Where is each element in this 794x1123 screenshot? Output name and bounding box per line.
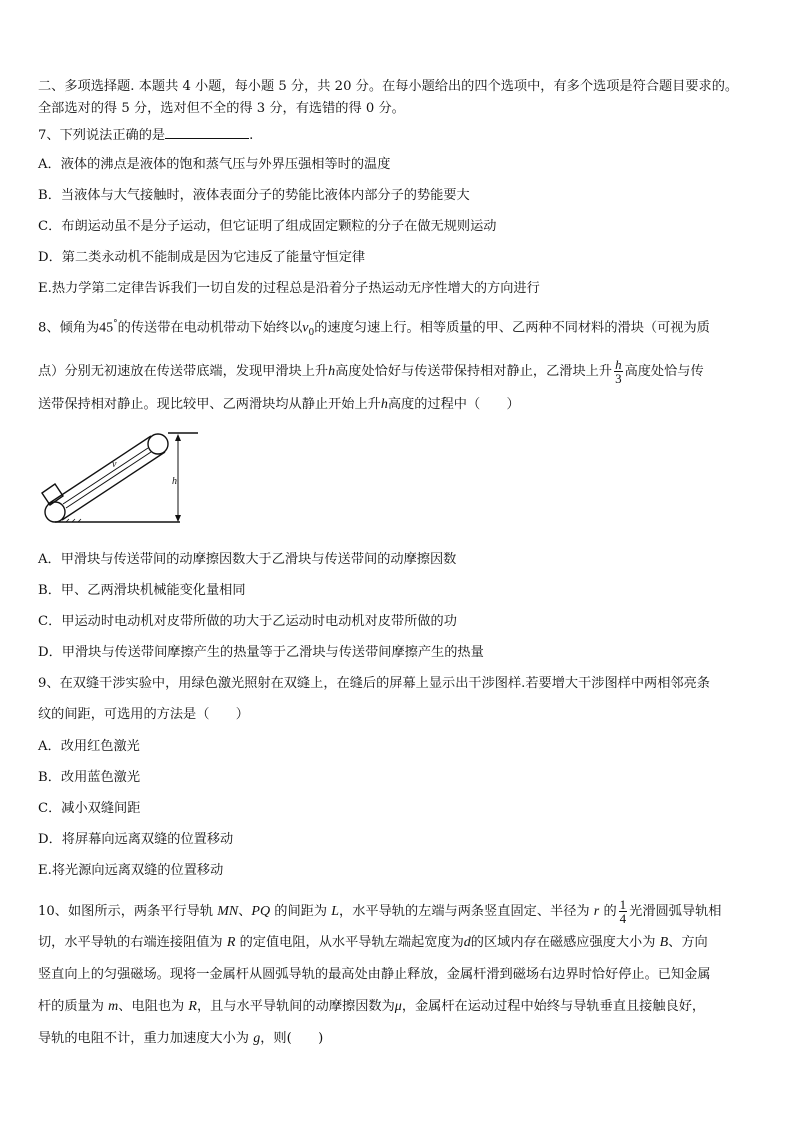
q10-text: 光滑圆弧导轨相 bbox=[629, 904, 722, 919]
q10-text: ，则( ) bbox=[260, 1031, 324, 1046]
q8-text: 送带保持相对静止。现比较甲、乙两滑块均从静止开始上升 bbox=[38, 397, 381, 412]
q10-stem-line-5 bbox=[38, 1030, 323, 1048]
q9-option-a: A．改用红色激光 bbox=[38, 739, 140, 754]
top-pulley bbox=[148, 434, 168, 454]
q10-rail-mn: MN bbox=[217, 904, 239, 919]
q9-option-b: B．改用蓝色激光 bbox=[38, 770, 141, 785]
q10-symbol-R: R bbox=[188, 999, 197, 1014]
q10-text: 的区域内存在磁感应强度大小为 bbox=[470, 935, 660, 950]
q8-stem-line-1 bbox=[38, 315, 710, 342]
q10-stem-line-3: 竖直向上的匀强磁场。现将一金属杆从圆弧导轨的最高处由静止释放，金属杆滑到磁场右边界时恰好停止。已知金属 bbox=[38, 967, 711, 982]
velocity-label: v bbox=[112, 459, 117, 470]
q8-text: 高度的过程中（ ） bbox=[387, 397, 520, 412]
q8-text: 8、倾角为 bbox=[38, 320, 100, 336]
q7-option-c: C．布朗运动虽不是分子运动，但它证明了组成固定颗粒的分子在做无规则运动 bbox=[38, 219, 497, 234]
q10-symbol-B: B bbox=[659, 935, 669, 950]
q7-option-a: A．液体的沸点是液体的饱和蒸气压与外界压强相等时的温度 bbox=[38, 157, 391, 172]
q8-stem-line-3 bbox=[38, 396, 520, 414]
q8-frac-denominator: 3 bbox=[615, 371, 622, 386]
q10-text: 的 bbox=[599, 904, 617, 919]
q8-h-symbol: h bbox=[380, 397, 388, 412]
q8-text: 高度处恰与传 bbox=[624, 364, 704, 379]
q10-text: 的间距为 bbox=[270, 904, 332, 919]
height-arrow-bottom bbox=[175, 515, 181, 522]
q10-stem-line-4 bbox=[38, 998, 705, 1016]
q10-text: 导轨的电阻不计，重力加速度大小为 bbox=[38, 1031, 254, 1046]
q10-symbol-m: m bbox=[108, 999, 119, 1014]
section-header-line-1: 二、多项选择题. 本题共 4 小题，每小题 5 分，共 20 分。在每小题给出的四个选项中，有多个选项是符合题目要求的。 bbox=[38, 79, 739, 94]
q10-stem-line-2 bbox=[38, 934, 708, 952]
q10-frac-denominator: 4 bbox=[619, 911, 627, 926]
belt-inner-line bbox=[66, 452, 151, 508]
q8-text: 的传送带在电动机带动下始终以 bbox=[117, 320, 303, 336]
q9-stem-line-1: 9、在双缝干涉实验中，用绿色激光照射在双缝上，在缝后的屏幕上显示出干涉图样.若要增大干涉图样中两相邻亮条 bbox=[38, 676, 710, 691]
q8-angle: 45 bbox=[99, 320, 114, 336]
q9-option-d: D．将屏幕向远离双缝的位置移动 bbox=[38, 832, 234, 847]
belt-upper-edge bbox=[48, 436, 151, 504]
q7-option-d: D．第二类永动机不能制成是因为它违反了能量守恒定律 bbox=[38, 250, 366, 265]
q10-text: ，且与水平导轨间的动摩擦因数为 bbox=[196, 999, 395, 1014]
q10-symbol-d: d bbox=[463, 935, 471, 950]
q8-option-c: C．甲运动时电动机对皮带所做的功大于乙运动时电动机对皮带所做的功 bbox=[38, 614, 457, 629]
q10-symbol-r: r bbox=[593, 904, 600, 919]
q8-fraction bbox=[614, 358, 623, 385]
q8-h-symbol: h bbox=[328, 364, 336, 379]
q10-rail-pq: PQ bbox=[251, 904, 271, 919]
q10-symbol-g: g bbox=[253, 1031, 261, 1046]
q10-text: 、 bbox=[238, 904, 252, 919]
q7-stem-text: 7、下列说法正确的是 bbox=[38, 128, 166, 143]
q7-stem-end: . bbox=[249, 128, 254, 143]
q8-text: 点）分别无初速放在传送带底端，发现甲滑块上升 bbox=[38, 364, 329, 379]
q10-text: 切，水平导轨的右端连接阻值为 bbox=[38, 935, 227, 950]
q9-option-e: E.将光源向远离双缝的位置移动 bbox=[38, 863, 224, 878]
q7-answer-blank bbox=[165, 126, 249, 139]
q8-stem-line-2 bbox=[38, 358, 704, 385]
q10-symbol-L: L bbox=[331, 904, 340, 919]
conveyor-belt-figure bbox=[38, 426, 208, 530]
q9-option-c: C．减小双缝间距 bbox=[38, 801, 141, 816]
q10-text: 10、如图所示，两条平行导轨 bbox=[38, 904, 218, 919]
q8-v-subscript: 0 bbox=[308, 328, 315, 339]
q9-stem-line-2: 纹的间距，可选用的方法是（ ） bbox=[38, 707, 249, 722]
q8-text: 的速度匀速上行。相等质量的甲、乙两种不同材料的滑块（可视为质 bbox=[314, 320, 710, 336]
q10-text: 、电阻也为 bbox=[118, 999, 189, 1014]
height-label: h bbox=[172, 476, 177, 487]
q8-text: 高度处恰好与传送带保持相对静止，乙滑块上升 bbox=[335, 364, 613, 379]
q7-option-e: E.热力学第二定律告诉我们一切自发的过程总是沿着分子热运动无序性增大的方向进行 bbox=[38, 281, 540, 296]
q10-text: 的定值电阻，从水平导轨左端起宽度为 bbox=[235, 935, 464, 950]
bottom-pulley bbox=[45, 502, 65, 522]
section-header-line-2: 全部选对的得 5 分，选对但不全的得 3 分，有选错的得 0 分。 bbox=[38, 101, 405, 116]
q10-symbol-R: R bbox=[226, 935, 236, 950]
q8-option-b: B．甲、乙两滑块机械能变化量相同 bbox=[38, 583, 246, 598]
q10-text: ，水平导轨的左端与两条竖直固定、半径为 bbox=[339, 904, 594, 919]
q10-stem-line-1 bbox=[38, 898, 721, 925]
q8-degree: ° bbox=[113, 319, 118, 329]
q10-text: ，金属杆在运动过程中始终与导轨垂直且接触良好， bbox=[401, 999, 706, 1014]
q10-text: 杆的质量为 bbox=[38, 999, 109, 1014]
q8-option-a: A．甲滑块与传送带间的动摩擦因数大于乙滑块与传送带间的动摩擦因数 bbox=[38, 552, 457, 567]
q10-fraction bbox=[619, 898, 628, 925]
belt-inner-line bbox=[63, 448, 148, 504]
q8-v-symbol: v bbox=[302, 320, 309, 336]
q10-symbol-mu: μ bbox=[394, 999, 402, 1014]
q8-frac-numerator: h bbox=[615, 357, 622, 372]
q8-option-d: D．甲滑块与传送带间摩擦产生的热量等于乙滑块与传送带间摩擦产生的热量 bbox=[38, 645, 484, 660]
height-arrow-top bbox=[175, 434, 181, 441]
q10-frac-numerator: 1 bbox=[619, 897, 627, 912]
q10-text: 、方向 bbox=[668, 935, 708, 950]
q7-stem bbox=[38, 126, 253, 145]
q7-option-b: B．当液体与大气接触时，液体表面分子的势能比液体内部分子的势能要大 bbox=[38, 188, 470, 203]
